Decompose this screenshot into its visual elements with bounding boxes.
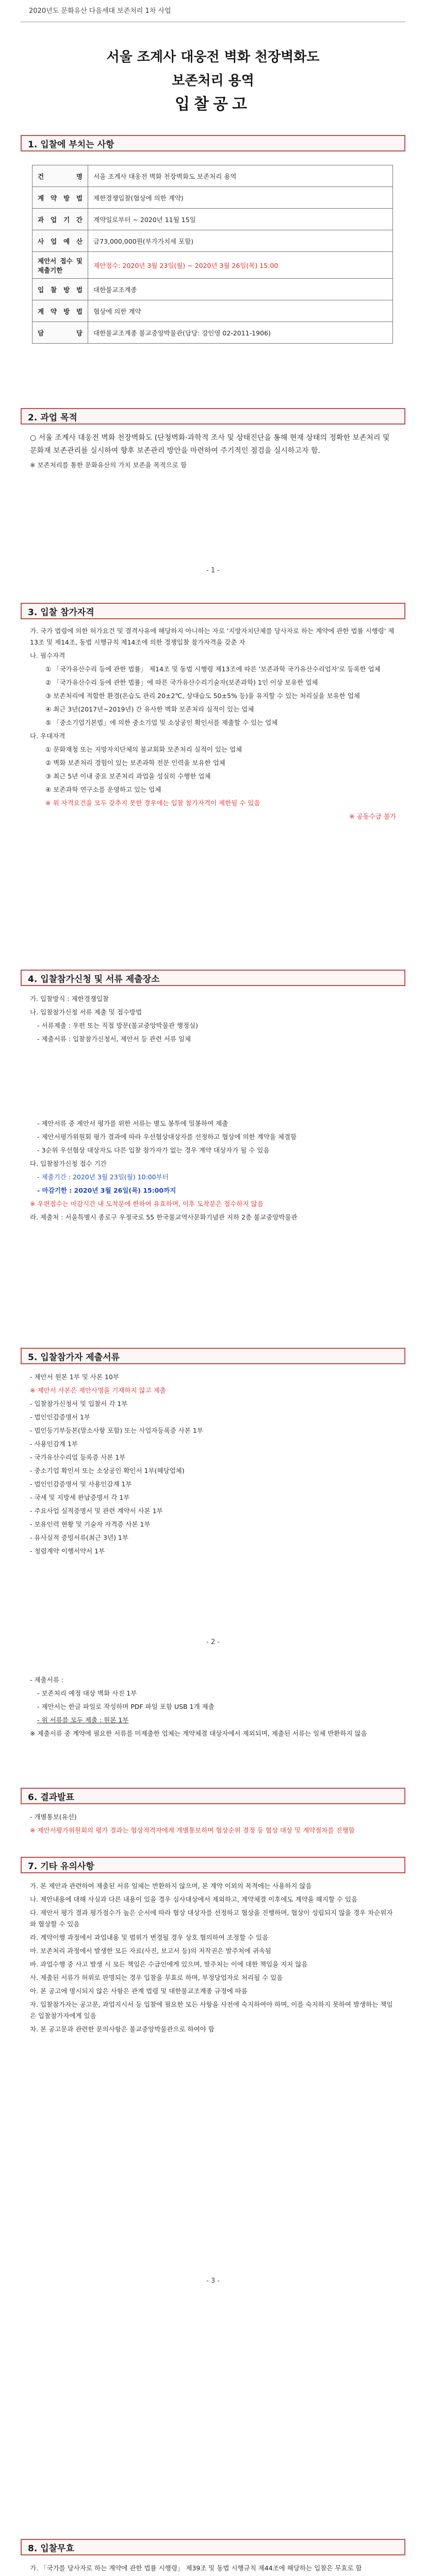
s5-item: - 제출서류 : (30, 1676, 63, 1684)
s7-item: 바. 과업수행 중 사고 발생 시 모든 책임은 수급인에게 있으며, 발주처는 이에 대한 책임을 지지 않음 (30, 1960, 308, 1968)
info-key: 과 업 기 간 (32, 209, 88, 230)
section-1-header: 1. 입찰에 부치는 사항 (21, 135, 405, 151)
section-7-header: 7. 기타 유의사항 (21, 1857, 405, 1873)
s7-item: 가. 본 제안과 관련하여 제출된 서류 일체는 반환하지 않으며, 본 계약 이외의 목적에는 사용하지 않음 (30, 1882, 312, 1890)
section-2-header: 2. 과업 목적 (21, 408, 405, 425)
info-value: 협상에 의한 계약 (88, 300, 393, 322)
header-bar (0, 0, 426, 20)
s4-item: - 제안서평가위원회 평가 결과에 따라 우선협상대상자를 선정하고 협상에 의한 계약을 체결함 (37, 1133, 297, 1141)
s6-item: - 개별통보(유선) (30, 1813, 77, 1821)
s5-item: - 청렴계약 이행서약서 1부 (30, 1547, 105, 1555)
s3-item: 다. 우대자격 (30, 732, 65, 740)
s5-item: - 국가유산수리업 등록증 사본 1부 (30, 1453, 126, 1461)
info-value: 금73,000,000원(부가가치세 포함) (88, 230, 393, 252)
section-3-header: 3. 입찰 참가자격 (21, 603, 405, 619)
info-key: 건 명 (32, 165, 88, 187)
title-line-1: 서울 조계사 대웅전 벽화 천장벽화도 (106, 49, 320, 65)
info-table-row (32, 187, 393, 209)
s3-item: ① 「국가유산수리 등에 관한 법률」 제14조 및 동법 시행령 제13조에 따른 '보존과학 국가유산수리업자'로 등록한 업체 (45, 665, 381, 673)
s5-item: - 법인인감증명서 1부 (30, 1413, 91, 1421)
info-key: 담 당 (32, 322, 88, 344)
s2-note: ※ 보존처리를 통한 문화유산의 가치 보존을 목적으로 함 (30, 461, 187, 469)
info-key: 계 약 방 법 (32, 187, 88, 209)
s4-item: - 제출서류 : 입찰참가신청서, 제안서 등 관련 서류 일체 (37, 1035, 191, 1043)
s5-item: - 보존처리 예정 대상 벽화 사진 1부 (37, 1689, 137, 1697)
s7-item: 라. 계약이행 과정에서 과업내용 및 범위가 변경될 경우 상호 협의하여 조정할 수 있음 (30, 1934, 269, 1941)
page-number: - 2 - (206, 1638, 220, 1646)
s5-item: - 유사실적 증빙서류(최근 3년) 1부 (30, 1534, 128, 1541)
section-8-body (30, 2563, 396, 2576)
s4-item: 나. 입찰참가신청 서류 제출 및 접수방법 (30, 1008, 142, 1016)
section-7-body (30, 1880, 396, 2037)
s7-item: 차. 본 공고문과 관련한 문의사항은 불교중앙박물관으로 하여야 함 (30, 2025, 215, 2033)
s5-item: - 중소기업 확인서 또는 소상공인 확인서 1부(해당업체) (30, 1467, 185, 1475)
s5-item: - 국세 및 지방세 완납증명서 각 1부 (30, 1494, 130, 1501)
s3-item: 가. 국가 법령에 의한 허가요건 및 결격사유에 해당하지 아니하는 자로 '지방자치단체를 당사자로 하는 계약에 관한 법률 시행령' 제13조 및 제14조, 동법 시행규칙 제14조에 의한 경쟁입찰 참가자격을 갖춘 자 (30, 627, 395, 646)
section-5-body (30, 1371, 396, 1559)
s5-item: - 입찰참가신청서 및 입찰서 각 1부 (30, 1400, 128, 1408)
info-value: 서울 조계사 대웅전 벽화 천장벽화도 보존처리 용역 (88, 165, 393, 187)
s5-item: - 보유인력 현황 및 기술자 자격증 사본 1부 (30, 1520, 151, 1528)
s6-item: ※ 제안서평가위원회의 평가 결과는 협상적격자에게 개별통보하며 협상순위 결정 등 협상 대상 및 계약절차를 진행함 (30, 1826, 355, 1834)
s3-item: ② 「국가유산수리 등에 관한 법률」에 따른 국가유산수리기술자(보존과학) 1인 이상 보유한 업체 (45, 679, 318, 686)
s3-item: ⑤ 「중소기업기본법」에 의한 중소기업 및 소상공인 확인서를 제출할 수 있는 업체 (45, 719, 278, 726)
s4-item: 다. 입찰참가신청 접수 기간 (30, 1160, 107, 1167)
s3-red-note: ※ 공동수급 불가 (349, 812, 396, 820)
s4-item: - 3순위 우선협상 대상자도 다른 입찰 참가자가 없는 경우 계약 대상자가 될 수 있음 (37, 1146, 270, 1154)
s2-paragraph: ○ 서울 조계사 대웅전 벽화 천장벽화도 (단청벽화·과학적 조사 및 상태진단을 통해 현재 상태의 정확한 보존처리 및 문화재 보존관리를 실시하여 향후 보존관리 방안을 마련하여 주기적인 점검을 실시하고자 함. (30, 434, 390, 455)
info-table-row (32, 230, 393, 252)
section-4-header: 4. 입찰참가신청 및 서류 제출장소 (21, 970, 405, 986)
s4-address: 라. 제출처 : 서울특별시 종로구 우정국로 55 한국불교역사문화기념관 지하 2층 불교중앙박물관 (30, 1213, 298, 1221)
s5-note: ※ 제출서류 중 계약에 필요한 서류를 미제출한 업체는 계약체결 대상자에서 제외되며, 제출된 서류는 일체 반환하지 않음 (30, 1730, 367, 1737)
info-table-row (32, 209, 393, 230)
section-3-body (30, 625, 396, 824)
section-5-body-2 (30, 1674, 396, 1741)
s3-item: ※ 위 자격요건을 모두 갖추지 못한 경우에는 입찰 참가자격이 제한될 수 있음 (45, 799, 260, 807)
s7-item: 자. 입찰참가자는 공고문, 과업지시서 등 입찰에 필요한 모든 사항을 사전에 숙지하여야 하며, 이를 숙지하지 못하여 발생하는 책임은 입찰참가자에게 있음 (30, 2001, 393, 2020)
s5-item: - 제안서는 한글 파일로 작성하며 PDF 파일 포함 USB 1개 제출 (37, 1703, 215, 1710)
s3-item: ① 문화재청 또는 지방자치단체의 불교회화 보존처리 실적이 있는 업체 (45, 745, 242, 753)
page-number: - 3 - (206, 2277, 220, 2285)
s4-item: 가. 입찰방식 : 제한경쟁입찰 (30, 995, 109, 1003)
section-6-body (30, 1811, 396, 1838)
title-main: 입찰공고 (175, 95, 251, 113)
s4-note: ※ 우편접수는 마감시간 내 도착분에 한하여 유효하며, 이후 도착분은 접수하지 않음 (30, 1200, 264, 1208)
info-value: 대한불교조계종 (88, 279, 393, 300)
info-key: 계 약 방 법 (32, 300, 88, 322)
title-block (0, 45, 426, 116)
s4-item: - 제안서류 중 제안서 평가를 위한 서류는 별도 봉투에 밀봉하여 제출 (37, 1120, 228, 1127)
s7-item: 아. 본 공고에 명시되지 않은 사항은 관계 법령 및 대한불교조계종 규정에 따름 (30, 1987, 248, 1995)
s7-item: 다. 제안서 평가 결과 평가점수가 높은 순서에 따라 협상 대상자를 선정하고 협상을 진행하며, 협상이 성립되지 않을 경우 차순위자와 협상할 수 있음 (30, 1909, 393, 1928)
section-4-body-2 (30, 1118, 396, 1225)
info-value: 계약일로부터 ~ 2020년 11월 15일 (88, 209, 393, 230)
section-8-header: 8. 입찰무효 (21, 2539, 405, 2555)
section-2-body (30, 432, 396, 473)
s8-item: 가. 「국가를 당사자로 하는 계약에 관한 법률 시행령」 제39조 및 동법 시행규칙 제44조에 해당하는 입찰은 무효로 함 (30, 2564, 362, 2572)
s7-item: 나. 제안내용에 대해 사실과 다른 내용이 있을 경우 심사대상에서 제외하고, 계약체결 이후에도 계약을 해지할 수 있음 (30, 1895, 358, 1903)
s3-item: ③ 최근 5년 이내 중요 보존처리 과업을 성실히 수행한 업체 (45, 772, 211, 780)
s5-item: - 법인인감증명서 및 사용인감계 1부 (30, 1480, 132, 1488)
section-6-header: 6. 결과발표 (21, 1788, 405, 1804)
s5-item: - 법인등기부등본(말소사항 포함) 또는 사업자등록증 사본 1부 (30, 1427, 203, 1434)
info-value: 제안접수: 2020년 3월 23일(월) ~ 2020년 3월 26일(목) 15:00 (88, 252, 393, 279)
info-key: 제안서 접수 및 제출기한 (32, 252, 88, 279)
s4-item: - 마감기한 : 2020년 3월 26일(목) 15:00까지 (37, 1187, 176, 1194)
s3-item: ④ 보존과학 연구소를 운영하고 있는 업체 (45, 786, 161, 793)
page-number: - 1 - (206, 567, 220, 574)
info-table (32, 165, 393, 344)
s3-item: ② 벽화 보존처리 경험이 있는 보존과학 전문 인력을 보유한 업체 (45, 759, 225, 767)
s4-item: - 제출기간 : 2020년 3월 23일(월) 10:00부터 (37, 1173, 169, 1181)
s5-item: - 위 서류를 모두 제출 : 원본 1부 (37, 1716, 129, 1724)
s3-item: ④ 최근 3년(2017년~2019년) 간 유사한 벽화 보존처리 실적이 있는 업체 (45, 705, 254, 713)
s5-item: - 주요사업 실적증명서 및 관련 계약서 사본 1부 (30, 1507, 163, 1515)
info-key: 입 찰 방 법 (32, 279, 88, 300)
info-table-row (32, 279, 393, 300)
info-value: 제한경쟁입찰(협상에 의한 계약) (88, 187, 393, 209)
s5-item: ※ 제안서 사본은 제안사명을 기재하지 않고 제출 (30, 1386, 166, 1394)
title-line-2: 보존처리 용역 (172, 73, 254, 89)
info-key: 사 업 예 산 (32, 230, 88, 252)
info-table-row (32, 252, 393, 279)
s7-item: 마. 보존처리 과정에서 발생한 모든 자료(사진, 보고서 등)의 저작권은 발주처에 귀속됨 (30, 1947, 271, 1955)
s3-item: ③ 보존처리에 적합한 환경(온습도 관리 20±2℃, 상대습도 50±5% 등)을 유지할 수 있는 처리실을 보유한 업체 (45, 692, 360, 700)
s5-item: - 사용인감계 1부 (30, 1440, 78, 1448)
section-4-body (30, 993, 396, 1047)
s3-item: 나. 필수자격 (30, 652, 65, 659)
s4-item: - 서류제출 : 우편 또는 직접 방문(불교중앙박물관 행정실) (37, 1022, 198, 1029)
section-5-header: 5. 입찰참가자 제출서류 (21, 1348, 405, 1364)
s5-item: - 제안서 원본 1부 및 사본 10부 (30, 1373, 119, 1381)
info-table-row (32, 165, 393, 187)
info-table-row (32, 300, 393, 322)
header-text: 2020년도 문화유산 다음세대 보존처리 1차 사업 (29, 7, 171, 15)
s7-item: 사. 제출된 서류가 허위로 판명되는 경우 입찰을 무효로 하며, 부정당업자로 처리될 수 있음 (30, 1974, 283, 1981)
info-table-row (32, 322, 393, 344)
info-value: 대한불교조계종 불교중앙박물관(담당: 강인영 02-2011-1906) (88, 322, 393, 344)
